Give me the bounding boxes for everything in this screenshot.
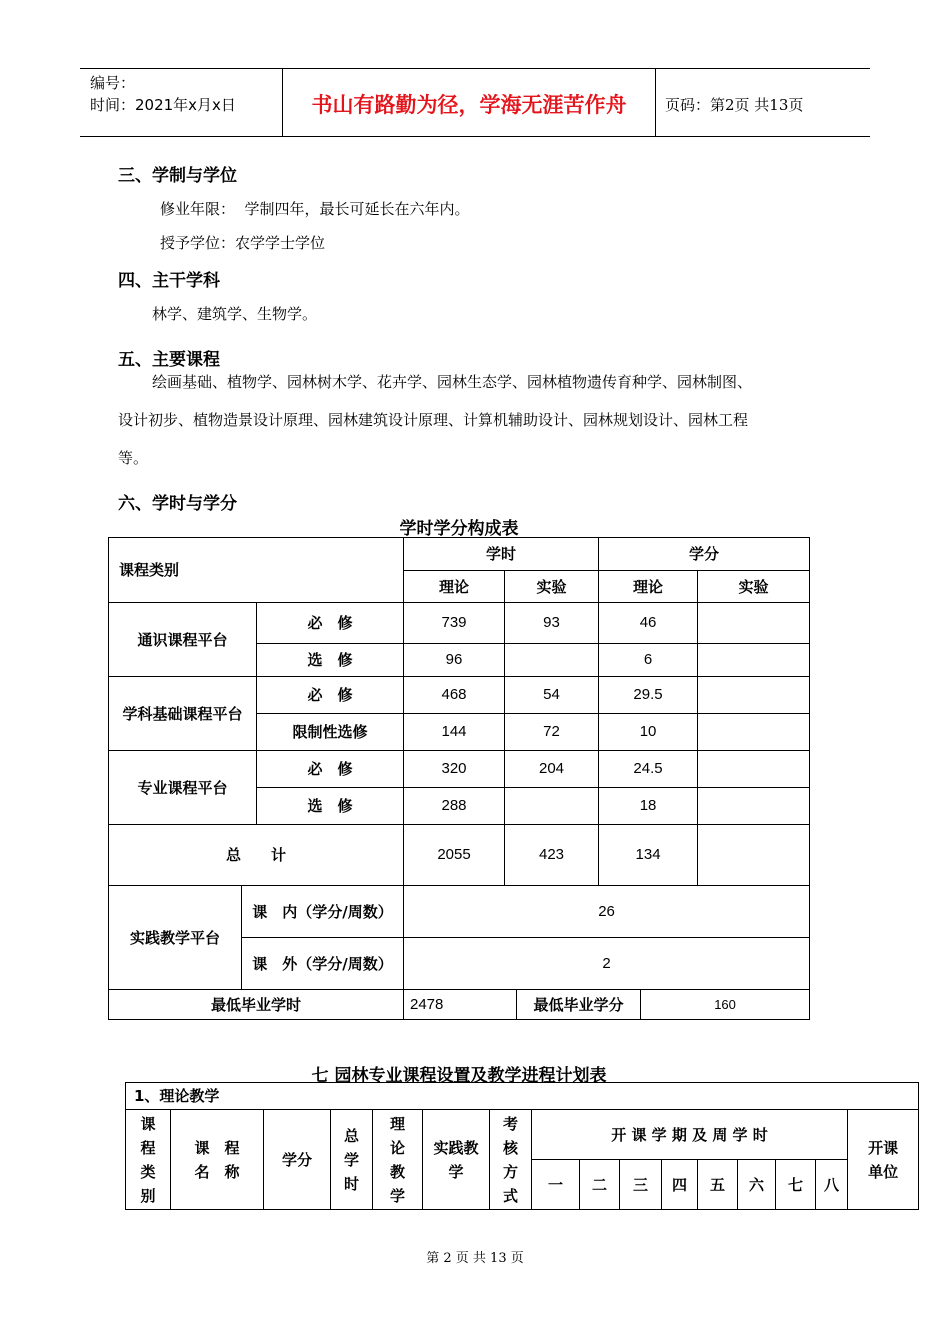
min-credits-label: 最低毕业学分 [517, 990, 641, 1020]
credit-theory-cell: 24.5 [599, 751, 698, 788]
semester-cell: 四 [662, 1160, 698, 1210]
practice-outer-value: 2 [404, 938, 810, 990]
course-type: 必 修 [257, 751, 404, 788]
credit-theory-cell: 29.5 [599, 677, 698, 714]
total-hours-theory: 2055 [404, 825, 505, 886]
header-meta [90, 72, 236, 116]
credit-theory-cell: 6 [599, 644, 698, 677]
header-credits-lab: 实验 [698, 571, 810, 603]
header-credits: 学分 [264, 1110, 331, 1210]
total-credit-lab [698, 825, 810, 886]
header-course-name: 课 程 名 称 [171, 1110, 264, 1210]
disciplines-text: 林学、建筑学、生物学。 [152, 305, 318, 323]
header-divider [655, 69, 656, 136]
hours-theory-cell: 320 [404, 751, 505, 788]
header-exam-method: 考核方式 [490, 1110, 532, 1210]
plan-table [125, 1082, 919, 1210]
credit-lab-cell [698, 677, 810, 714]
practice-inner-value: 26 [404, 886, 810, 938]
credit-lab-cell [698, 603, 810, 644]
section-title: 三、学制与学位 [118, 166, 237, 186]
duration-text: 修业年限： 学制四年，最长可延长在六年内。 [160, 200, 470, 218]
semester-cell: 五 [698, 1160, 738, 1210]
course-type: 必 修 [257, 603, 404, 644]
hours-theory-cell: 144 [404, 714, 505, 751]
courses-text: 设计初步、植物造景设计原理、园林建筑设计原理、计算机辅助设计、园林规划设计、园林工程 [118, 411, 749, 429]
total-credit-theory: 134 [599, 825, 698, 886]
section-title: 六、学时与学分 [118, 494, 237, 514]
section-title: 五、主要课程 [118, 350, 220, 370]
min-hours-value: 2478 [404, 990, 517, 1020]
header-course-category: 课程类别 [109, 538, 404, 603]
course-type: 选 修 [257, 644, 404, 677]
credit-theory-cell: 18 [599, 788, 698, 825]
credit-table-title: 学时学分构成表 [399, 519, 519, 539]
practice-outer-label: 课 外（学分/周数） [242, 938, 404, 990]
hours-lab-cell: 72 [505, 714, 599, 751]
degree-text: 授予学位：农学学士学位 [160, 234, 326, 252]
hours-theory-cell: 739 [404, 603, 505, 644]
total-hours-lab: 423 [505, 825, 599, 886]
total-label: 总 计 [109, 825, 404, 886]
header-hours: 学时 [404, 538, 599, 571]
semester-cell: 二 [580, 1160, 620, 1210]
header-hours-theory: 理论 [404, 571, 505, 603]
credit-table [108, 537, 810, 1020]
practice-inner-label: 课 内（学分/周数） [242, 886, 404, 938]
credit-lab-cell [698, 788, 810, 825]
header-credits-theory: 理论 [599, 571, 698, 603]
course-type: 选 修 [257, 788, 404, 825]
header-credits: 学分 [599, 538, 810, 571]
hours-theory-cell: 288 [404, 788, 505, 825]
hours-theory-cell: 468 [404, 677, 505, 714]
header-hours-lab: 实验 [505, 571, 599, 603]
credit-theory-cell: 46 [599, 603, 698, 644]
min-hours-label: 最低毕业学时 [109, 990, 404, 1020]
header-total-hours: 总学时 [331, 1110, 373, 1210]
plan-table-title: 七 园林专业课程设置及教学进程计划表 [311, 1066, 607, 1086]
header-teaching-unit: 开课单位 [848, 1110, 919, 1210]
credit-lab-cell [698, 644, 810, 677]
hours-lab-cell: 54 [505, 677, 599, 714]
semester-cell: 三 [620, 1160, 662, 1210]
hours-lab-cell: 204 [505, 751, 599, 788]
header-semesters: 开 课 学 期 及 周 学 时 [532, 1110, 848, 1160]
courses-text: 等。 [118, 449, 149, 467]
page-footer: 第 2 页 共 13 页 [426, 1251, 524, 1266]
courses-text: 绘画基础、植物学、园林树木学、花卉学、园林生态学、园林植物遗传育种学、园林制图、 [152, 373, 753, 391]
document-date: 时间：2021年x月x日 [90, 96, 236, 114]
course-type: 必 修 [257, 677, 404, 714]
page-header [80, 68, 870, 137]
credit-lab-cell [698, 751, 810, 788]
header-practice-teaching: 实践教学 [423, 1110, 490, 1210]
hours-lab-cell [505, 644, 599, 677]
hours-lab-cell [505, 788, 599, 825]
credit-theory-cell: 10 [599, 714, 698, 751]
hours-lab-cell: 93 [505, 603, 599, 644]
semester-cell: 一 [532, 1160, 580, 1210]
semester-cell: 八 [816, 1160, 848, 1210]
credit-lab-cell [698, 714, 810, 751]
platform-major: 专业课程平台 [109, 751, 257, 825]
header-course-type: 课程类别 [126, 1110, 171, 1210]
semester-cell: 七 [776, 1160, 816, 1210]
hours-theory-cell: 96 [404, 644, 505, 677]
course-type: 限制性选修 [257, 714, 404, 751]
platform-discipline-basic: 学科基础课程平台 [109, 677, 257, 751]
plan-section-title: 1、理论教学 [126, 1083, 919, 1110]
min-credits-value: 160 [641, 990, 810, 1020]
semester-cell: 六 [738, 1160, 776, 1210]
header-page-number: 页码：第2页 共13页 [665, 96, 804, 114]
platform-general: 通识课程平台 [109, 603, 257, 677]
header-theory-teaching: 理论教学 [373, 1110, 423, 1210]
document-number: 编号： [90, 74, 136, 92]
section-title: 四、主干学科 [118, 271, 220, 291]
header-motto: 书山有路勤为径，学海无涯苦作舟 [311, 93, 627, 117]
platform-practice: 实践教学平台 [109, 886, 242, 990]
